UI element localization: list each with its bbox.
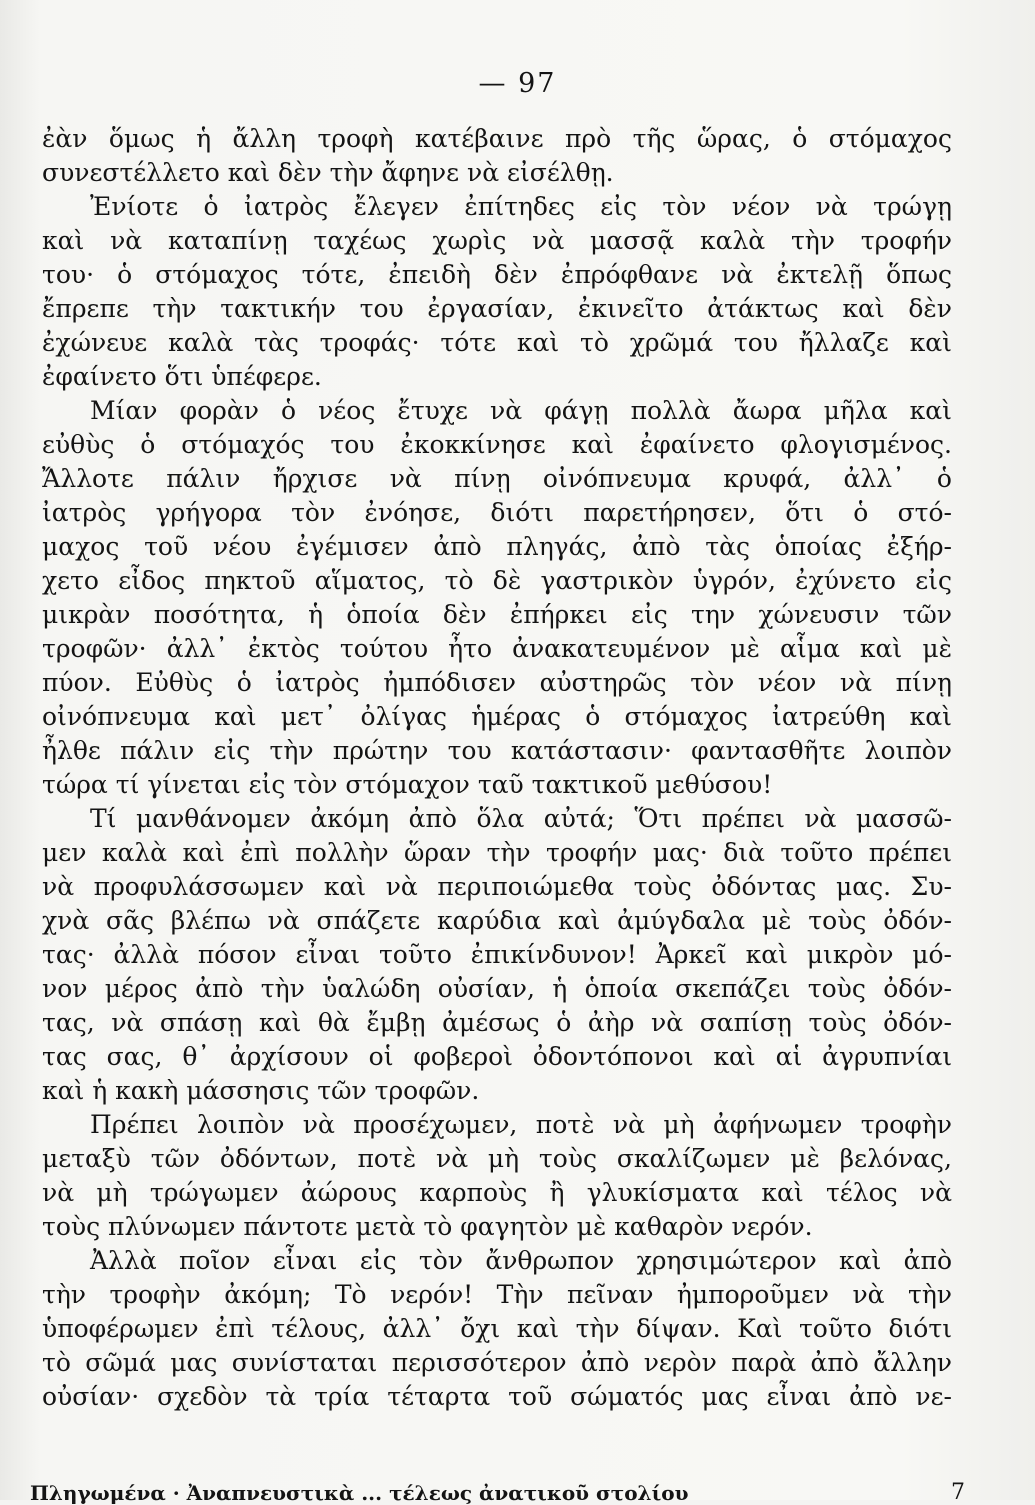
- text-line: ἰατρὸς γρήγορα τὸν ἐνόησε, διότι παρετήρησεν, ὅτι ὁ στό-: [42, 498, 952, 527]
- text-line: τὸ σῶμά μας συνίσταται περισσότερον ἀπὸ νερὸν παρὰ ἀπὸ ἄλλην: [42, 1348, 952, 1377]
- text-line: Πρέπει λοιπὸν νὰ προσέχωμεν, ποτὲ νὰ μὴ ἀφήνωμεν τροφὴν: [90, 1110, 952, 1139]
- text-line: νὰ προφυλάσσωμεν καὶ νὰ περιποιώμεθα τοὺς ὀδόντας μας. Συ-: [42, 872, 952, 901]
- text-line: ἔπρεπε τὴν τακτικήν του ἐργασίαν, ἐκινεῖτο ἀτάκτως καὶ δὲν: [42, 294, 952, 323]
- text-line: ὑποφέρωμεν ἐπὶ τέλους, ἀλλ᾽ ὄχι καὶ τὴν δίψαν. Καὶ τοῦτο διότι: [42, 1314, 952, 1343]
- text-line: οἰνόπνευμα καὶ μετ᾽ ὀλίγας ἡμέρας ὁ στόμαχος ἰατρεύθη καὶ: [42, 702, 952, 731]
- text-line: Ἐνίοτε ὁ ἰατρὸς ἔλεγεν ἐπίτηδες εἰς τὸν νέον νὰ τρώγῃ: [90, 192, 952, 221]
- text-line: νὰ μὴ τρώγωμεν ἀώρους καρποὺς ἢ γλυκίσματα καὶ τέλος νὰ: [42, 1178, 952, 1207]
- text-line: καὶ ἡ κακὴ μάσσησις τῶν τροφῶν.: [42, 1076, 480, 1105]
- text-line: τας σας, θ᾽ ἀρχίσουν οἱ φοβεροὶ ὀδοντόπονοι καὶ αἱ ἀγρυπνίαι: [42, 1042, 952, 1071]
- text-line: ἐχώνευε καλὰ τὰς τροφάς· τότε καὶ τὸ χρῶμά του ἤλλαζε καὶ: [42, 328, 952, 357]
- text-line: μεταξὺ τῶν ὀδόντων, ποτὲ νὰ μὴ τοὺς σκαλίζωμεν μὲ βελόνας,: [42, 1144, 952, 1173]
- text-line: πύον. Εὐθὺς ὁ ἰατρὸς ἠμπόδισεν αὐστηρῶς τὸν νέον νὰ πίνῃ: [42, 668, 952, 697]
- page-number: — 97: [478, 68, 557, 99]
- text-line: Τί μανθάνομεν ἀκόμη ἀπὸ ὅλα αὐτά; Ὅτι πρέπει νὰ μασσῶ-: [90, 804, 952, 833]
- text-line: χνὰ σᾶς βλέπω νὰ σπάζετε καρύδια καὶ ἀμύγδαλα μὲ τοὺς ὀδόν-: [42, 906, 952, 935]
- text-line: ἦλθε πάλιν εἰς τὴν πρώτην του κατάστασιν· φαντασθῆτε λοιπὸν: [42, 736, 952, 765]
- text-line: ἐφαίνετο ὅτι ὑπέφερε.: [42, 362, 322, 391]
- text-line: ἐὰν ὅμως ἡ ἄλλη τροφὴ κατέβαινε πρὸ τῆς ὥρας, ὁ στόμαχος: [42, 124, 952, 153]
- text-line: Μίαν φορὰν ὁ νέος ἔτυχε νὰ φάγῃ πολλὰ ἄωρα μῆλα καὶ: [90, 396, 952, 425]
- text-line: καὶ νὰ καταπίνῃ ταχέως χωρὶς νὰ μασσᾷ καλὰ τὴν τροφήν: [42, 226, 952, 255]
- text-line: μαχος τοῦ νέου ἐγέμισεν ἀπὸ πληγάς, ἀπὸ τὰς ὁποίας ἐξήρ-: [42, 532, 952, 561]
- text-line: μικρὰν ποσότητα, ἡ ὁποία δὲν ἐπήρκει εἰς την χώνευσιν τῶν: [42, 600, 952, 629]
- text-line: τοὺς πλύνωμεν πάντοτε μετὰ τὸ φαγητὸν μὲ καθαρὸν νερόν.: [42, 1212, 813, 1241]
- text-line: νον μέρος ἀπὸ τὴν ὑαλώδη οὐσίαν, ἡ ὁποία σκεπάζει τοὺς ὀδόν-: [42, 974, 952, 1003]
- text-line: εὐθὺς ὁ στόμαχός του ἐκοκκίνησε καὶ ἐφαίνετο φλογισμένος.: [42, 430, 952, 459]
- text-line: τὴν τροφὴν ἀκόμη; Τὸ νερόν! Τὴν πεῖναν ἠμποροῦμεν νὰ τὴν: [42, 1280, 952, 1309]
- text-line: τας· ἀλλὰ πόσον εἶναι τοῦτο ἐπικίνδυνον! Ἀρκεῖ καὶ μικρὸν μό-: [42, 940, 952, 969]
- text-line: Ἄλλοτε πάλιν ἤρχισε νὰ πίνῃ οἰνόπνευμα κρυφά, ἀλλ᾽ ὁ: [42, 464, 952, 493]
- footnote: Πληγωμένα · Ἀναπνευστικὰ ... τέλεως ἀνατικοῦ στολίου: [30, 1482, 689, 1504]
- text-line: μεν καλὰ καὶ ἐπὶ πολλὴν ὥραν τὴν τροφήν μας· διὰ τοῦτο πρέπει: [42, 838, 952, 867]
- text-line: του· ὁ στόμαχος τότε, ἐπειδὴ δὲν ἐπρόφθανε νὰ ἐκτελῇ ὅπως: [42, 260, 952, 289]
- body-text: [42, 122, 952, 1414]
- text-line: Ἀλλὰ ποῖον εἶναι εἰς τὸν ἄνθρωπον χρησιμώτερον καὶ ἀπὸ: [90, 1246, 952, 1275]
- signature-mark: 7: [951, 1480, 965, 1505]
- text-line: οὐσίαν· σχεδὸν τὰ τρία τέταρτα τοῦ σώματός μας εἶναι ἀπὸ νε-: [42, 1382, 952, 1411]
- text-line: τώρα τί γίνεται εἰς τὸν στόμαχον ταῦ τακτικοῦ μεθύσου!: [42, 770, 773, 799]
- text-line: τας, νὰ σπάσῃ καὶ θὰ ἔμβῃ ἀμέσως ὁ ἀὴρ νὰ σαπίσῃ τοὺς ὀδόν-: [42, 1008, 952, 1037]
- text-line: συνεστέλλετο καὶ δὲν τὴν ἄφηνε νὰ εἰσέλθῃ.: [42, 158, 614, 187]
- text-line: τροφῶν· ἀλλ᾽ ἐκτὸς τούτου ἦτο ἀνακατευμένον μὲ αἷμα καὶ μὲ: [42, 634, 952, 663]
- text-line: χετο εἶδος πηκτοῦ αἵματος, τὸ δὲ γαστρικὸν ὑγρόν, ἐχύνετο εἰς: [42, 566, 952, 595]
